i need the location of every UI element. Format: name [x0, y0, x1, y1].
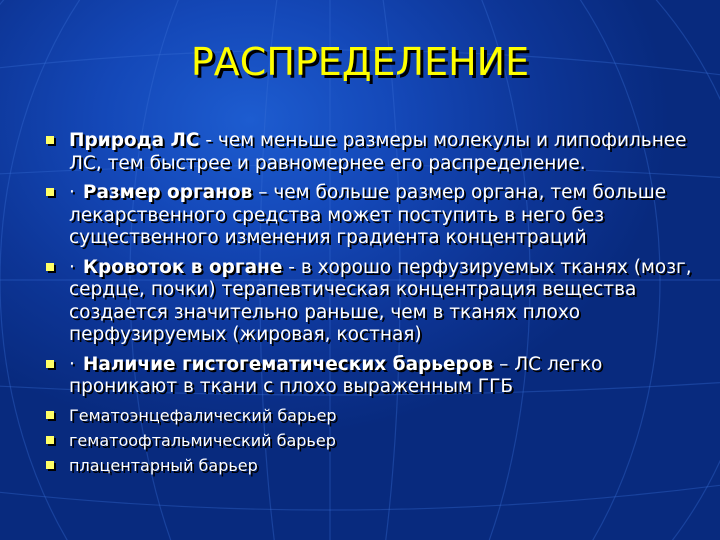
item-term: Кровоток в органе	[82, 256, 283, 278]
list-item-barriers	[44, 354, 694, 399]
item-prefix: ·	[69, 256, 75, 278]
list-item-subitem	[44, 456, 694, 476]
square-bullet-icon	[46, 436, 54, 444]
square-bullet-icon	[46, 263, 54, 271]
subitem-text: плацентарный барьер	[69, 455, 258, 475]
list-item-blood-flow	[44, 257, 694, 347]
item-prefix: ·	[69, 353, 75, 375]
square-bullet-icon	[46, 188, 54, 196]
item-text: - чем меньше размеры молекулы и липофильнее ЛС, тем быстрее и равномернее его распределение.	[69, 130, 687, 174]
list-item-subitem	[44, 431, 694, 451]
square-bullet-icon	[46, 136, 54, 144]
item-text: – ЛС легко проникают в ткани с плохо выраженным ГГБ	[69, 353, 603, 397]
item-term: Природа ЛС	[69, 130, 200, 151]
item-text: - в хорошо перфузируемых тканях (мозг, сердце, почки) терапевтическая концентрация вещества создается значительно раньше, чем в тканях плохо перфузируемых (жировая, костная)	[69, 256, 692, 345]
subitem-text: Гематоэнцефалический барьер	[69, 405, 337, 425]
list-item-organ-size	[44, 182, 694, 250]
item-term: Размер органов	[82, 182, 253, 203]
subitem-text: гематоофтальмический барьер	[69, 430, 336, 450]
square-bullet-icon	[46, 360, 54, 368]
slide-title: РАСПРЕДЕЛЕНИЕ	[190, 40, 530, 84]
bullet-list	[44, 130, 694, 481]
item-term: Наличие гистогематических барьеров	[82, 353, 494, 375]
square-bullet-icon	[46, 461, 54, 469]
item-prefix: ·	[69, 182, 75, 203]
list-item-nature	[44, 130, 694, 175]
item-text: – чем больше размер органа, тем больше лекарственного средства может поступить в него без существенного изменения градиента концентраций	[69, 182, 667, 248]
list-item-subitem	[44, 406, 694, 426]
square-bullet-icon	[46, 411, 54, 419]
